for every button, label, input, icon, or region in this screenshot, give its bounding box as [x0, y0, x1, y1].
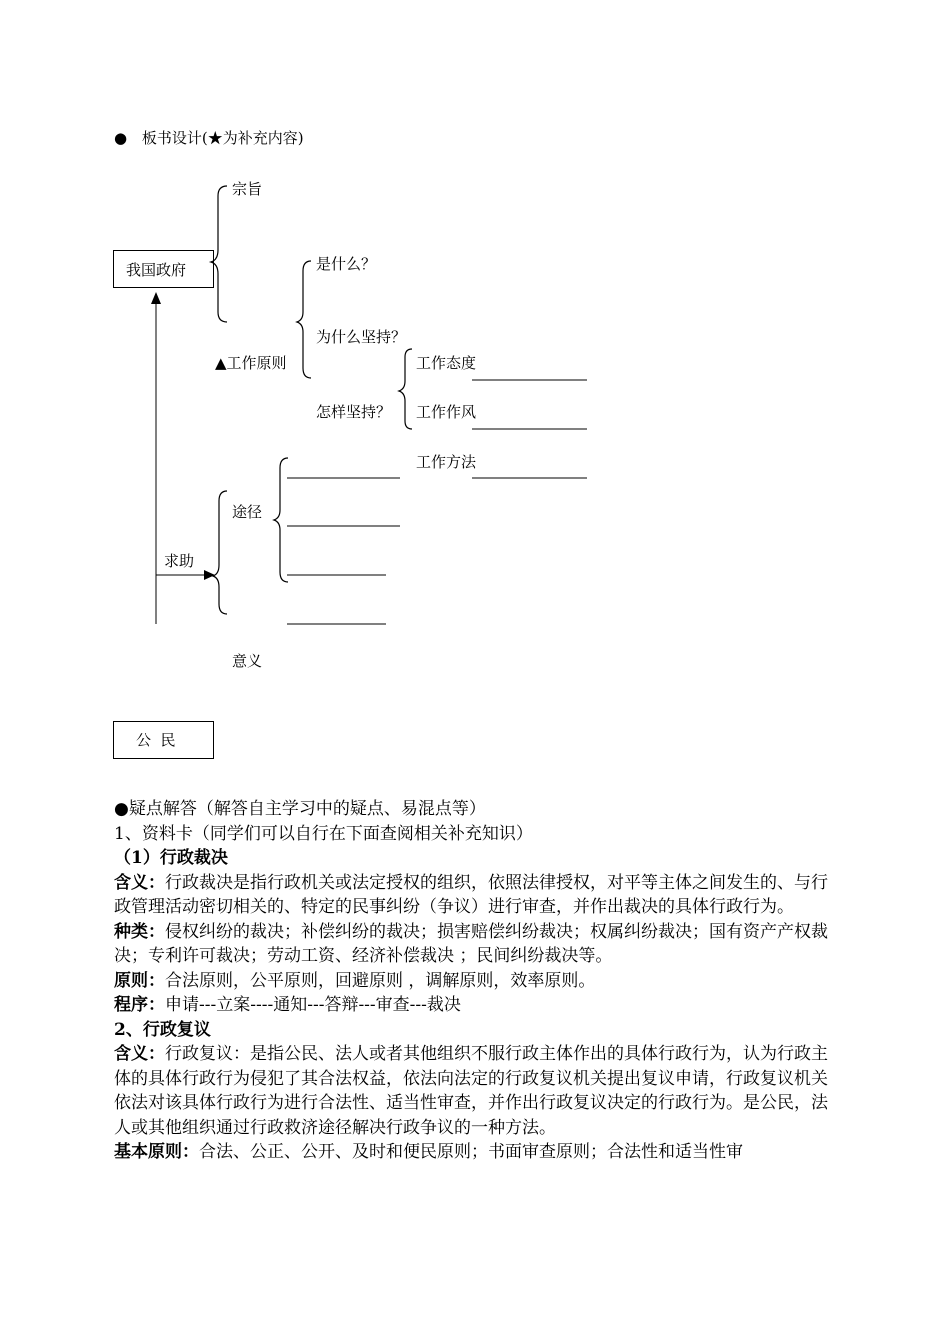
label-qiuzhu: 求助	[164, 552, 195, 570]
gov-box-label: 我国政府	[126, 261, 187, 279]
fuyi-hanyi-text: 行政复议：是指公民、法人或者其他组织不服行政主体作出的具体行政行为，认为行政主体的具体行政行为侵犯了其合法权益，依法向法定的行政复议机关提出复议申请，行政复议机关依法对该具体行政行为进行合法性、适当性审查，并作出行政复议决定的行政行为。是公民，法人或其他组织通过行政救济途径解决行政争议的一种方法。	[114, 1044, 828, 1138]
label-gongzuo-zuofeng: 工作作风	[416, 403, 477, 421]
label-tujing: 途径	[232, 503, 263, 521]
caijue-chengxu-label: 程序：	[114, 995, 165, 1015]
caijue-zhonglei	[114, 920, 838, 969]
caijue-zhonglei-text: 侵权纠纷的裁决；补偿纠纷的裁决；损害赔偿纠纷裁决；权属纠纷裁决；国有资产产权裁决；专利许可裁决；劳动工资、经济补偿裁决 ；民间纠纷裁决等。	[114, 921, 828, 966]
fuyi-yuanze-label: 基本原则：	[114, 1142, 199, 1162]
label-gongzuo-fangfa: 工作方法	[416, 453, 477, 471]
caijue-zhonglei-label: 种类：	[114, 921, 165, 942]
caijue-yuanze-text: 合法原则，公平原则，回避原则 ，调解原则，效率原则。	[165, 970, 596, 991]
label-yiyi: 意义	[232, 652, 263, 670]
brace-principle	[297, 261, 311, 378]
fuyi-heading: 2、行政复议	[114, 1019, 211, 1040]
ziliaoka-line: 1、资料卡（同学们可以自行在下面查阅相关补充知识）	[114, 823, 533, 844]
caijue-hanyi-label: 含义：	[114, 872, 165, 893]
label-zongzhi: 宗旨	[232, 180, 263, 198]
caijue-hanyi	[114, 871, 838, 920]
label-zenyang: 怎样坚持？	[316, 403, 392, 421]
label-gongzuo-yuanze: ▲工作原则	[215, 354, 287, 372]
fuyi-yuanze-text: 合法、公正、公开、及时和便民原则；书面审查原则；合法性和适当性审	[199, 1142, 743, 1162]
caijue-yuanze	[114, 969, 838, 994]
caijue-hanyi-text: 行政裁决是指行政机关或法定授权的组织，依照法律授权，对平等主体之间发生的、与行政管理活动密切相关的、特定的民事纠纷（争议）进行审查，并作出裁决的具体行政行为。	[114, 872, 828, 917]
caijue-chengxu-text: 申请---立案----通知---答辩---审查---裁决	[165, 995, 461, 1015]
fuyi-hanyi	[114, 1042, 838, 1140]
label-gongzuo-taidu: 工作态度	[416, 354, 477, 372]
brace-how	[399, 349, 412, 429]
arrow-right-head	[204, 570, 215, 580]
caijue-heading: （1）行政裁决	[114, 848, 228, 868]
brace-path-items	[274, 458, 288, 582]
bullet-icon: ●	[114, 129, 128, 147]
label-wei-shenme: 为什么坚持？	[316, 328, 407, 346]
label-shi-shenme: 是什么？	[316, 255, 377, 273]
caijue-yuanze-label: 原则：	[114, 970, 165, 991]
fuyi-hanyi-label: 含义：	[114, 1044, 165, 1064]
citizen-box-label: 公 民	[136, 731, 176, 749]
fuyi-yuanze	[114, 1140, 838, 1165]
caijue-chengxu	[114, 993, 838, 1018]
yidian-heading: ●疑点解答（解答自主学习中的疑点、易混点等）	[114, 799, 486, 819]
arrow-up-head	[151, 292, 161, 304]
brace-path	[213, 491, 227, 614]
document-body	[114, 797, 838, 1165]
gov-box	[113, 250, 214, 288]
board-heading: 板书设计(★为补充内容)	[141, 129, 304, 147]
citizen-box	[113, 721, 214, 759]
